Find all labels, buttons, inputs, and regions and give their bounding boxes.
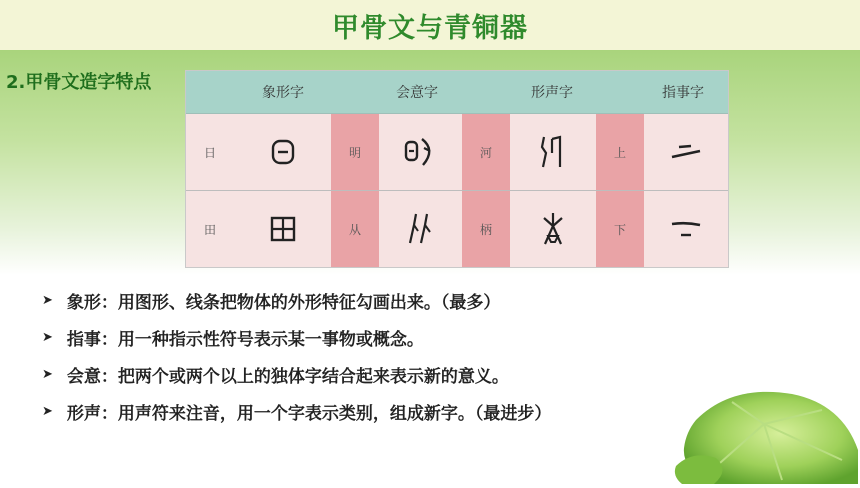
glyph-bing-icon	[510, 191, 596, 267]
title-bar	[0, 0, 860, 50]
header-indicative: 指事字	[662, 85, 704, 101]
bullet-text: 象形：用图形、线条把物体的外形特征勾画出来。（最多）	[66, 293, 501, 313]
glyph-xia-icon	[644, 191, 728, 267]
row1-char-ming: 明	[348, 145, 361, 160]
glyph-ming-icon	[379, 114, 462, 190]
header-ideograph: 会意字	[396, 85, 438, 101]
arrowhead-bullet-icon: ➤	[42, 404, 53, 419]
bullet-list	[42, 282, 551, 430]
row1-char-ri: 日	[203, 145, 216, 160]
row2-char-xia: 下	[613, 222, 626, 237]
arrowhead-bullet-icon: ➤	[42, 367, 53, 382]
arrowhead-bullet-icon: ➤	[42, 293, 53, 308]
glyph-tian-icon	[234, 191, 331, 267]
glyph-ri-icon	[234, 114, 331, 190]
glyph-he-icon	[510, 114, 596, 190]
list-item	[42, 356, 551, 393]
bullet-text: 形声：用声符来注音，用一个字表示类别，组成新字。（最进步）	[66, 404, 552, 424]
page-title: 甲骨文与青铜器	[332, 12, 528, 44]
bullet-text: 指事：用一种指示性符号表示某一事物或概念。	[66, 330, 424, 350]
row2-char-tian: 田	[203, 222, 216, 237]
row1-char-shang: 上	[613, 145, 626, 160]
section-subtitle: 2.甲骨文造字特点	[6, 72, 152, 93]
list-item	[42, 282, 551, 319]
glyph-cong-icon	[379, 191, 462, 267]
row2-char-cong: 从	[348, 222, 361, 237]
list-item	[42, 393, 551, 430]
arrowhead-bullet-icon: ➤	[42, 330, 53, 345]
glyph-shang-icon	[644, 114, 728, 190]
row1-char-he: 河	[479, 145, 492, 160]
list-item	[42, 319, 551, 356]
table-header-row	[186, 71, 728, 114]
header-pictograph: 象形字	[262, 85, 304, 101]
header-phono-semantic: 形声字	[531, 85, 573, 101]
lotus-leaf-icon	[672, 380, 860, 484]
row2-char-bing: 柄	[479, 222, 492, 237]
bullet-text: 会意：把两个或两个以上的独体字结合起来表示新的意义。	[66, 367, 509, 387]
oracle-bone-script-table	[185, 70, 729, 268]
